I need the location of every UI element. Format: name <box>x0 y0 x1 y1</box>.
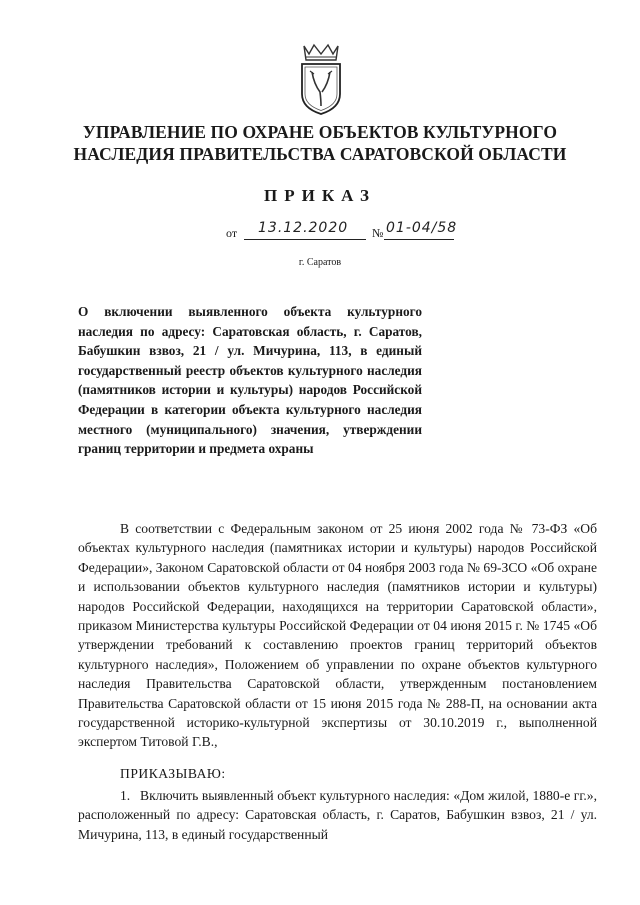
saratov-coat-of-arms-icon <box>298 42 344 116</box>
agency-name-line-2: НАСЛЕДИЯ ПРАВИТЕЛЬСТВА САРАТОВСКОЙ ОБЛАСТИ <box>73 144 567 164</box>
date-underline <box>244 239 366 240</box>
agency-name-line-1: УПРАВЛЕНИЕ ПО ОХРАНЕ ОБЪЕКТОВ КУЛЬТУРНОГО <box>82 122 558 142</box>
issue-city: г. Саратов <box>298 257 342 268</box>
document-subject: О включении выявленного объекта культурного наследия по адресу: Саратовская область, г. Саратов, Бабушкин взвоз, 21 / ул. Мичурина, 113, в единый государственный реестр объектов культурного наследия (памятников истории и культуры) народов Российской Федерации в категории объекта культурного наследия местного (муниципального) значения, утверждении границ территории и предмета охраны <box>78 304 422 457</box>
order-item-text: Включить выявленный объект культурного наследия: «Дом жилой, 1880-е гг.», расположенный по адресу: Саратовская область, г. Саратов, Бабушкин взвоз, 21 / ул. Мичурина, 113, в единый государственный <box>78 788 597 842</box>
preamble-paragraph: В соответствии с Федеральным законом от 25 июня 2002 года № 73-ФЗ «Об объектах культурного наследия (памятниках истории и культуры) народов Российской Федерации», Законом Саратовской области от 04 ноября 2003 года № 69-ЗСО «Об охране и использовании объектов культурного наследия (памятников истории и культуры) народов Российской Федерации, находящихся на территории Саратовской области», приказом Министерства культуры Российской Федерации от 04 июня 2015 г. № 1745 «Об утверждении требований к составлению проектов границ территорий объектов культурного наследия», Положением об управлении по охране объектов культурного наследия Правительства Саратовской области, утвержденным постановлением Правительства Саратовской области от 15 июня 2015 года № 288-П, на основании акта государственной историко-культурной экспертизы от 30.10.2019 г., выполненной экспертом Титовой Г.В., <box>78 521 597 750</box>
date-prefix: от <box>226 226 238 240</box>
number-handwritten: 01-04/58 <box>386 220 458 236</box>
order-item-number: 1. <box>120 788 131 803</box>
order-item-1 <box>78 786 597 844</box>
number-underline <box>384 239 454 240</box>
document-title: ПРИКАЗ <box>264 186 376 205</box>
date-number-line <box>226 220 476 242</box>
agency-name <box>60 121 580 165</box>
date-handwritten: 13.12.2020 <box>258 220 349 236</box>
number-prefix: № <box>372 226 384 240</box>
order-word: ПРИКАЗЫВАЮ: <box>120 766 226 781</box>
